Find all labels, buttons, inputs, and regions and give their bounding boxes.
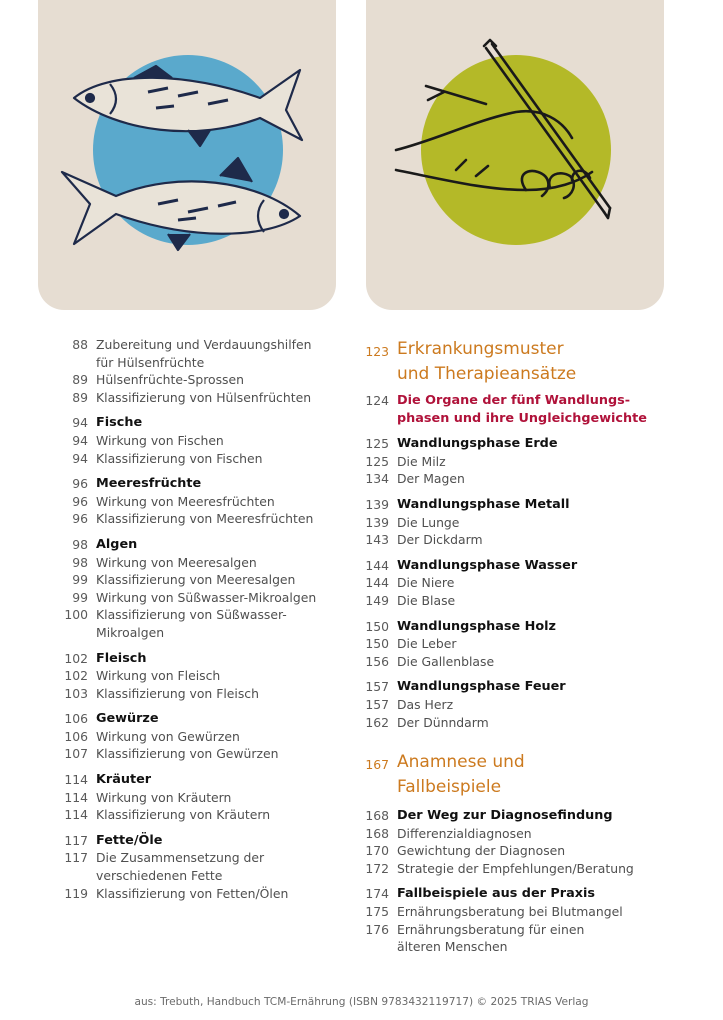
page-number: 96 xyxy=(72,476,88,492)
entry-title: Die Gallenblase xyxy=(397,653,495,669)
entry-title: Erkrankungsmuster xyxy=(397,339,564,359)
page-number: 157 xyxy=(365,696,389,712)
page-number: 89 xyxy=(72,389,88,405)
entry-title: Wandlungsphase Wasser xyxy=(397,557,578,573)
entry-title: Klassifizierung von Hülsenfrüchten xyxy=(96,389,312,405)
page-number: 134 xyxy=(365,471,389,487)
toc-entry xyxy=(362,903,692,921)
page-number xyxy=(362,776,397,778)
entry-title: Wirkung von Meeresalgen xyxy=(96,554,257,570)
toc-entry xyxy=(362,653,692,671)
toc-entry xyxy=(362,592,692,610)
page-number: 125 xyxy=(365,453,389,469)
page-number: 98 xyxy=(72,554,88,570)
page-number: 172 xyxy=(365,860,389,876)
toc-entry xyxy=(38,789,338,807)
toc-entry xyxy=(362,842,692,860)
entry-title: Wandlungsphase Metall xyxy=(397,496,570,512)
page-number: 94 xyxy=(72,450,88,466)
page-number: 149 xyxy=(365,592,389,608)
toc-entry xyxy=(362,825,692,843)
entry-title: Der Magen xyxy=(397,471,465,487)
toc-entry xyxy=(38,885,338,903)
entry-title: Die Organe der fünf Wandlungs- xyxy=(397,393,631,408)
page-number: 89 xyxy=(72,372,88,388)
toc-section-heading xyxy=(362,618,692,636)
entry-title: für Hülsenfrüchte xyxy=(96,354,205,370)
entry-title: Fische xyxy=(96,415,143,431)
entry-title: Mikroalgen xyxy=(96,624,165,640)
entry-title: Fleisch xyxy=(96,650,147,666)
page-number: 106 xyxy=(64,711,88,727)
page-number: 168 xyxy=(365,808,389,824)
page-number: 117 xyxy=(64,850,88,866)
table-of-contents-left xyxy=(38,336,338,902)
page-number: 99 xyxy=(72,572,88,588)
toc-entry xyxy=(38,554,338,572)
writing-hand-illustration-card xyxy=(366,0,664,310)
entry-title: Das Herz xyxy=(397,696,454,712)
page-number: 103 xyxy=(64,685,88,701)
toc-chapter-title xyxy=(362,776,692,799)
toc-section-heading xyxy=(38,414,338,432)
entry-title: Gewichtung der Diagnosen xyxy=(397,843,566,859)
toc-section-heading xyxy=(38,650,338,668)
entry-title: Wandlungsphase Erde xyxy=(397,436,558,452)
entry-title: Die Lunge xyxy=(397,514,460,530)
entry-title: Differenzialdiagnosen xyxy=(397,825,532,841)
toc-section-heading xyxy=(362,678,692,696)
page-number: 98 xyxy=(72,536,88,552)
entry-title: phasen und ihre Ungleichgewichte xyxy=(397,410,647,426)
toc-section-heading xyxy=(362,807,692,825)
page-number: 144 xyxy=(365,557,389,573)
toc-section-heading xyxy=(362,435,692,453)
toc-entry xyxy=(362,574,692,592)
page-number xyxy=(362,363,397,365)
entry-title: Wirkung von Kräutern xyxy=(96,789,232,805)
toc-section-heading xyxy=(38,475,338,493)
entry-title: Fallbeispiele xyxy=(397,777,502,798)
toc-entry xyxy=(38,624,338,642)
entry-title: Kräuter xyxy=(96,772,152,788)
toc-section-heading xyxy=(362,496,692,514)
toc-entry xyxy=(362,696,692,714)
toc-entry xyxy=(38,728,338,746)
entry-title: Der Weg zur Diagnosefindung xyxy=(397,808,613,824)
page-number: 114 xyxy=(64,807,88,823)
toc-entry xyxy=(38,510,338,528)
entry-title: Der Dickdarm xyxy=(397,532,483,548)
toc-entry xyxy=(38,450,338,468)
entry-title: Klassifizierung von Gewürzen xyxy=(96,746,279,762)
page-number: 144 xyxy=(365,575,389,591)
page-number: 162 xyxy=(365,714,389,730)
fish-illustration-card xyxy=(38,0,336,310)
page-number: 102 xyxy=(64,668,88,684)
toc-entry xyxy=(38,867,338,885)
entry-title: Zubereitung und Verdauungshilfen xyxy=(96,337,312,352)
page-number: 94 xyxy=(72,432,88,448)
entry-title: Klassifizierung von Fischen xyxy=(96,450,263,466)
page-number: 143 xyxy=(365,532,389,548)
entry-title: Wandlungsphase Feuer xyxy=(397,679,566,695)
toc-entry xyxy=(38,806,338,824)
page-number: 157 xyxy=(365,679,389,695)
page-number: 107 xyxy=(64,746,88,762)
page-number: 96 xyxy=(72,511,88,527)
page-number: 156 xyxy=(365,653,389,669)
entry-title: Gewürze xyxy=(96,711,159,727)
entry-title: Algen xyxy=(96,536,138,552)
entry-title: Klassifizierung von Fetten/Ölen xyxy=(96,885,289,901)
entry-title: Klassifizierung von Süßwasser- xyxy=(96,607,287,623)
toc-entry xyxy=(38,354,338,372)
entry-title: Meeresfrüchte xyxy=(96,476,202,492)
page-number: 125 xyxy=(365,436,389,452)
entry-title: Klassifizierung von Meeresfrüchten xyxy=(96,511,314,527)
entry-title: Ernährungsberatung für einen xyxy=(397,921,585,937)
page-number: 114 xyxy=(64,789,88,805)
entry-title: Wirkung von Gewürzen xyxy=(96,728,240,744)
toc-entry xyxy=(38,849,338,867)
entry-title: Die Leber xyxy=(397,636,457,652)
page-number: 168 xyxy=(365,825,389,841)
page-number: 117 xyxy=(64,832,88,848)
page-number: 150 xyxy=(365,636,389,652)
toc-entry xyxy=(362,470,692,488)
fish-icon xyxy=(38,0,336,310)
toc-section-heading xyxy=(362,557,692,575)
page-number: 124 xyxy=(365,393,389,408)
entry-title: Fette/Öle xyxy=(96,832,163,848)
entry-title: Anamnese und xyxy=(397,752,525,773)
toc-entry xyxy=(38,685,338,703)
toc-entry xyxy=(38,606,338,624)
entry-title: Wirkung von Meeresfrüchten xyxy=(96,493,275,509)
page-number xyxy=(362,938,397,956)
entry-title: Klassifizierung von Kräutern xyxy=(96,807,271,823)
entry-title: älteren Menschen xyxy=(397,939,508,955)
entry-title: Hülsenfrüchte-Sprossen xyxy=(96,372,244,388)
toc-entry xyxy=(362,453,692,471)
page-number: 176 xyxy=(365,921,389,937)
page-number: 167 xyxy=(365,757,389,773)
entry-title: Ernährungsberatung bei Blutmangel xyxy=(397,904,623,920)
page-number: 106 xyxy=(64,728,88,744)
page-number: 100 xyxy=(64,607,88,623)
entry-title: Fallbeispiele aus der Praxis xyxy=(397,886,595,902)
toc-entry xyxy=(38,589,338,607)
toc-entry xyxy=(362,410,692,428)
toc-section-heading xyxy=(362,885,692,903)
page-number xyxy=(362,410,397,428)
entry-title: Klassifizierung von Meeresalgen xyxy=(96,572,296,588)
toc-entry xyxy=(362,860,692,878)
entry-title: verschiedenen Fette xyxy=(96,868,223,884)
page-number: 102 xyxy=(64,650,88,666)
entry-title: und Therapieansätze xyxy=(397,364,577,384)
entry-title: Wandlungsphase Holz xyxy=(397,618,556,634)
toc-entry xyxy=(362,392,692,410)
entry-title: Wirkung von Fischen xyxy=(96,432,224,448)
toc-entry xyxy=(38,745,338,763)
toc-entry xyxy=(38,336,338,354)
toc-section-heading xyxy=(38,771,338,789)
page-number: 170 xyxy=(365,843,389,859)
page-number: 175 xyxy=(365,904,389,920)
page-number: 123 xyxy=(365,344,389,359)
page-number: 96 xyxy=(72,493,88,509)
page-number xyxy=(38,867,96,885)
table-of-contents-right xyxy=(362,336,692,956)
entry-title: Strategie der Empfehlungen/Beratung xyxy=(397,860,634,876)
toc-chapter-title xyxy=(362,338,692,363)
entry-title: Die Niere xyxy=(397,575,455,591)
toc-entry xyxy=(362,531,692,549)
writing-hand-icon xyxy=(366,0,664,310)
page-number: 114 xyxy=(64,772,88,788)
toc-chapter-title xyxy=(362,751,692,776)
entry-title: Die Blase xyxy=(397,592,456,608)
entry-title: Wirkung von Süßwasser-Mikroalgen xyxy=(96,589,317,605)
toc-entry xyxy=(38,371,338,389)
page-number: 94 xyxy=(72,415,88,431)
page-number: 119 xyxy=(64,885,88,901)
toc-entry xyxy=(38,432,338,450)
entry-title: Der Dünndarm xyxy=(397,714,489,730)
entry-title: Klassifizierung von Fleisch xyxy=(96,685,259,701)
page-number: 139 xyxy=(365,496,389,512)
entry-title: Die Milz xyxy=(397,453,446,469)
page-number: 139 xyxy=(365,514,389,530)
toc-entry xyxy=(38,667,338,685)
toc-entry xyxy=(362,921,692,939)
toc-entry xyxy=(362,514,692,532)
source-footer: aus: Trebuth, Handbuch TCM-Ernährung (ISBN 9783432119717) © 2025 TRIAS Verlag xyxy=(134,996,589,1008)
entry-title: Wirkung von Fleisch xyxy=(96,668,221,684)
toc-entry xyxy=(38,493,338,511)
toc-entry xyxy=(362,635,692,653)
toc-section-heading xyxy=(38,710,338,728)
page-number: 99 xyxy=(72,589,88,605)
toc-chapter-title xyxy=(362,363,692,386)
page-number: 150 xyxy=(365,618,389,634)
page-number xyxy=(38,354,96,372)
page-number: 88 xyxy=(72,337,88,352)
toc-entry xyxy=(362,714,692,732)
toc-entry xyxy=(362,938,692,956)
page-number: 174 xyxy=(365,886,389,902)
page-number xyxy=(38,624,96,642)
toc-section-heading xyxy=(38,832,338,850)
toc-entry xyxy=(38,389,338,407)
toc-section-heading xyxy=(38,536,338,554)
entry-title: Die Zusammensetzung der xyxy=(96,850,265,866)
toc-entry xyxy=(38,571,338,589)
